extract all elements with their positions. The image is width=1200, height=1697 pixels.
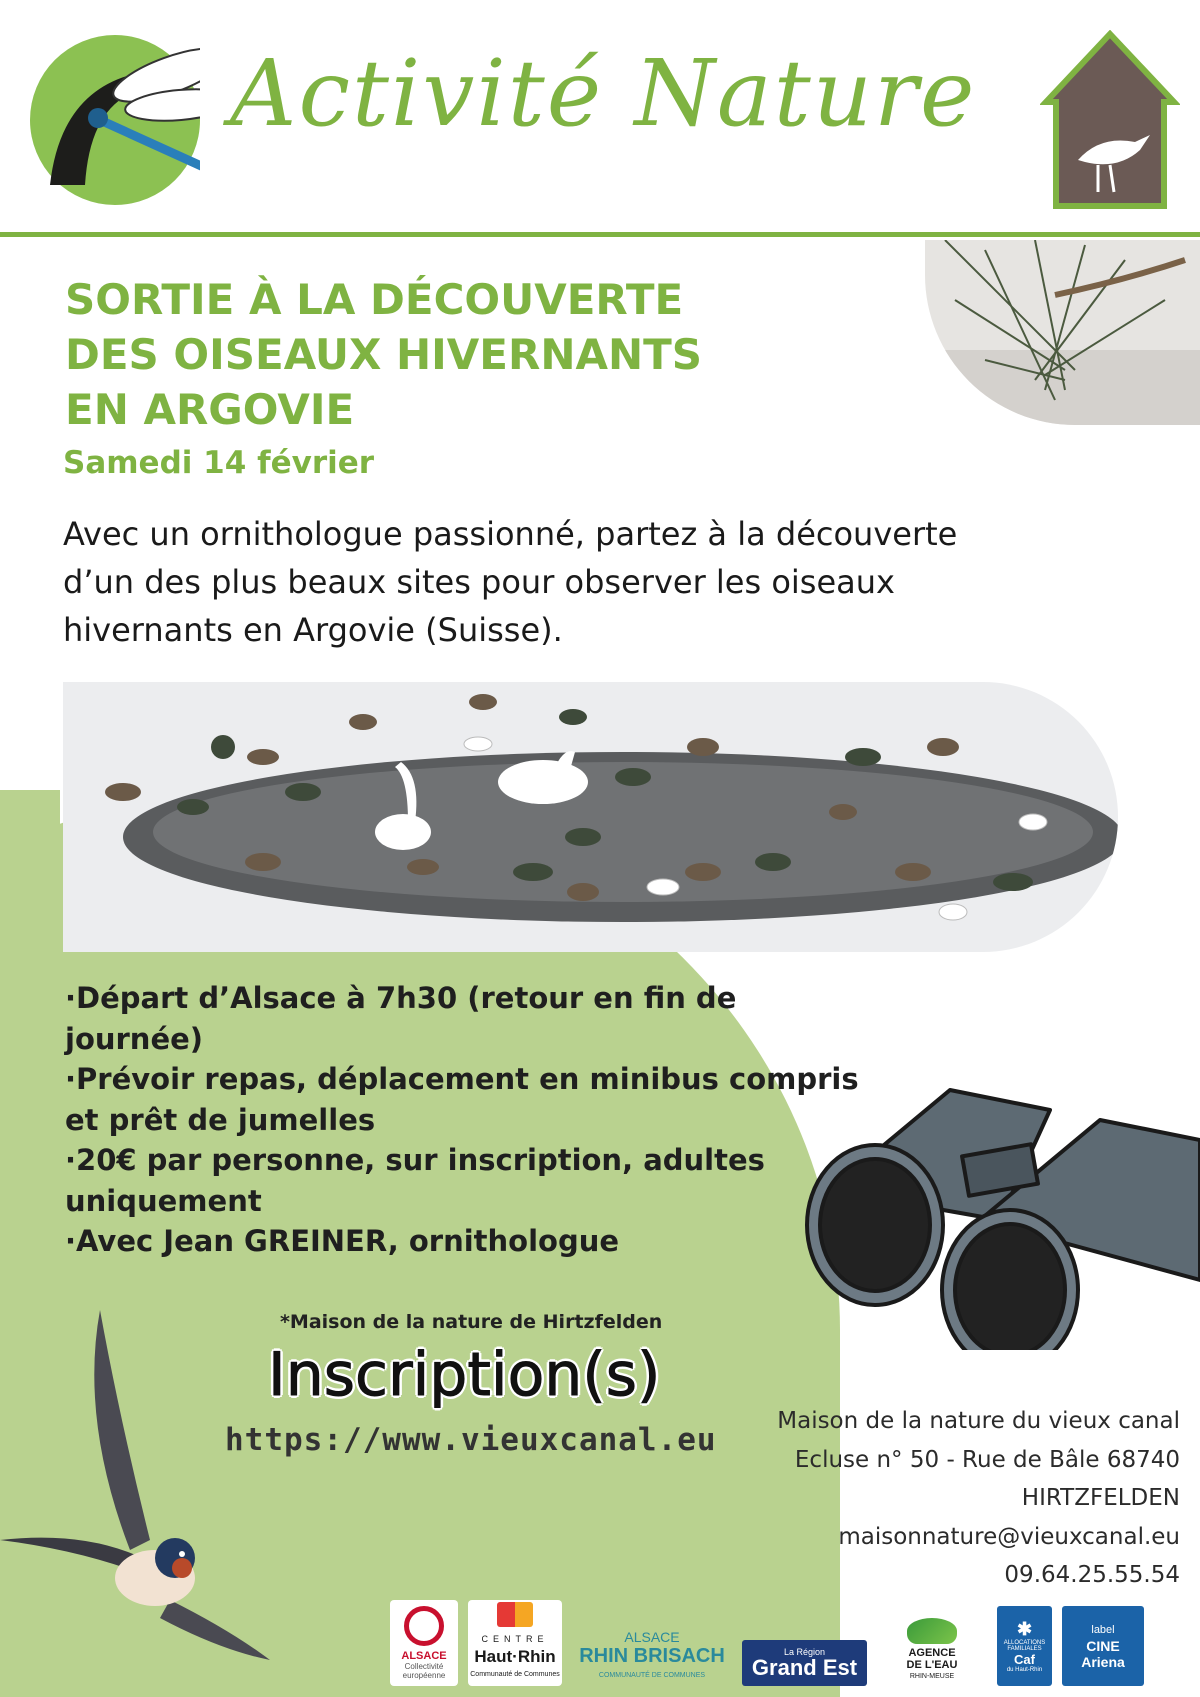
partner-logo-alsace [390, 1600, 458, 1686]
partner-logo-text: RHIN-MEUSE [909, 1672, 955, 1680]
chr-logo-icon [497, 1602, 533, 1627]
event-date: Samedi 14 février [63, 445, 375, 481]
contact-address: Ecluse n° 50 - Rue de Bâle 68740 [794, 1446, 1180, 1473]
partner-logo-grand-est [742, 1640, 867, 1686]
swallow-icon [0, 1300, 270, 1670]
partner-logo-text: Communauté de Communes [470, 1671, 560, 1678]
partner-logo-text: DE L'EAU [906, 1658, 958, 1671]
event-title-line: DES OISEAUX HIVERNANTS [65, 330, 703, 379]
intro-line: d’un des plus beaux sites pour observer les oiseaux [63, 563, 895, 601]
detail-item: ·Avec Jean GREINER, ornithologue [65, 1224, 620, 1258]
partner-logo-cine [1062, 1606, 1144, 1686]
event-title-line: SORTIE À LA DÉCOUVERTE [65, 275, 684, 324]
event-title-line: EN ARGOVIE [65, 385, 355, 434]
partner-logo-caf [997, 1606, 1052, 1686]
partner-logo-text: label [1091, 1624, 1115, 1636]
intro-line: hivernants en Argovie (Suisse). [63, 611, 563, 649]
partner-logo-text: Haut·Rhin [474, 1647, 556, 1666]
partner-logo-rhin-brisach [572, 1626, 732, 1686]
agence-eau-logo-icon [907, 1618, 957, 1644]
registration-note: *Maison de la nature de Hirtzfelden [280, 1311, 663, 1333]
partner-logos [390, 1598, 1180, 1686]
event-intro [63, 510, 1143, 654]
event-details [65, 978, 865, 1262]
partner-logo-agence-eau [877, 1614, 987, 1686]
dragonfly-logo-icon [30, 35, 200, 205]
contact-phone: 09.64.25.55.54 [1004, 1562, 1180, 1588]
header-divider [0, 232, 1200, 237]
registration-heading: Inscription(s) [268, 1340, 661, 1410]
alsace-logo-icon [404, 1606, 444, 1646]
contact-city: HIRTZFELDEN [1021, 1485, 1180, 1511]
partner-logo-text: La Région [783, 1647, 826, 1657]
partner-logo-text: Ariena [1081, 1654, 1125, 1670]
bird-house-icon [1040, 30, 1180, 210]
partner-logo-text: du Haut-Rhin [1006, 1667, 1043, 1673]
header-title: Activité Nature [230, 40, 977, 147]
partner-logo-text: COMMUNAUTÉ DE COMMUNES [598, 1671, 706, 1679]
partner-logo-text: ALSACE [624, 1628, 680, 1645]
partner-logo-text: CINE [1086, 1638, 1120, 1654]
detail-item: ·Départ d’Alsace à 7h30 (retour en fin de journée) [65, 981, 737, 1056]
binoculars-icon [800, 1050, 1200, 1350]
partner-logo-text: RHIN BRISACH [579, 1644, 725, 1667]
partner-logo-text: CENTRE [481, 1634, 549, 1644]
partner-logo-chr [468, 1600, 562, 1686]
registration-url-link[interactable]: https://www.vieuxcanal.eu [225, 1422, 717, 1458]
event-title [65, 272, 915, 437]
partner-logo-text: ALLOCATIONS FAMILIALES [1003, 1640, 1046, 1652]
intro-line: Avec un ornithologue passionné, partez à la découverte [63, 515, 958, 553]
detail-item: ·Prévoir repas, déplacement en minibus compris et prêt de jumelles [65, 1062, 859, 1137]
partner-logo-text: Collectivité européenne [402, 1662, 446, 1680]
frozen-pond-birds-photo [63, 682, 1118, 952]
partner-logo-text: ALSACE [401, 1650, 447, 1662]
pine-branch-photo [925, 240, 1200, 425]
background-green-bar [0, 790, 60, 1260]
partner-logo-text: Grand Est [751, 1655, 858, 1680]
partner-logo-text: Caf [1014, 1652, 1035, 1667]
caf-snowflake-icon: ✱ [1016, 1619, 1033, 1639]
contact-name: Maison de la nature du vieux canal [777, 1408, 1180, 1434]
partner-logo-text: AGENCE [908, 1646, 956, 1659]
contact-email-link[interactable]: maisonnature@vieuxcanal.eu [838, 1523, 1180, 1550]
detail-item: ·20€ par personne, sur inscription, adultes uniquement [65, 1143, 765, 1218]
contact-block [760, 1402, 1180, 1595]
